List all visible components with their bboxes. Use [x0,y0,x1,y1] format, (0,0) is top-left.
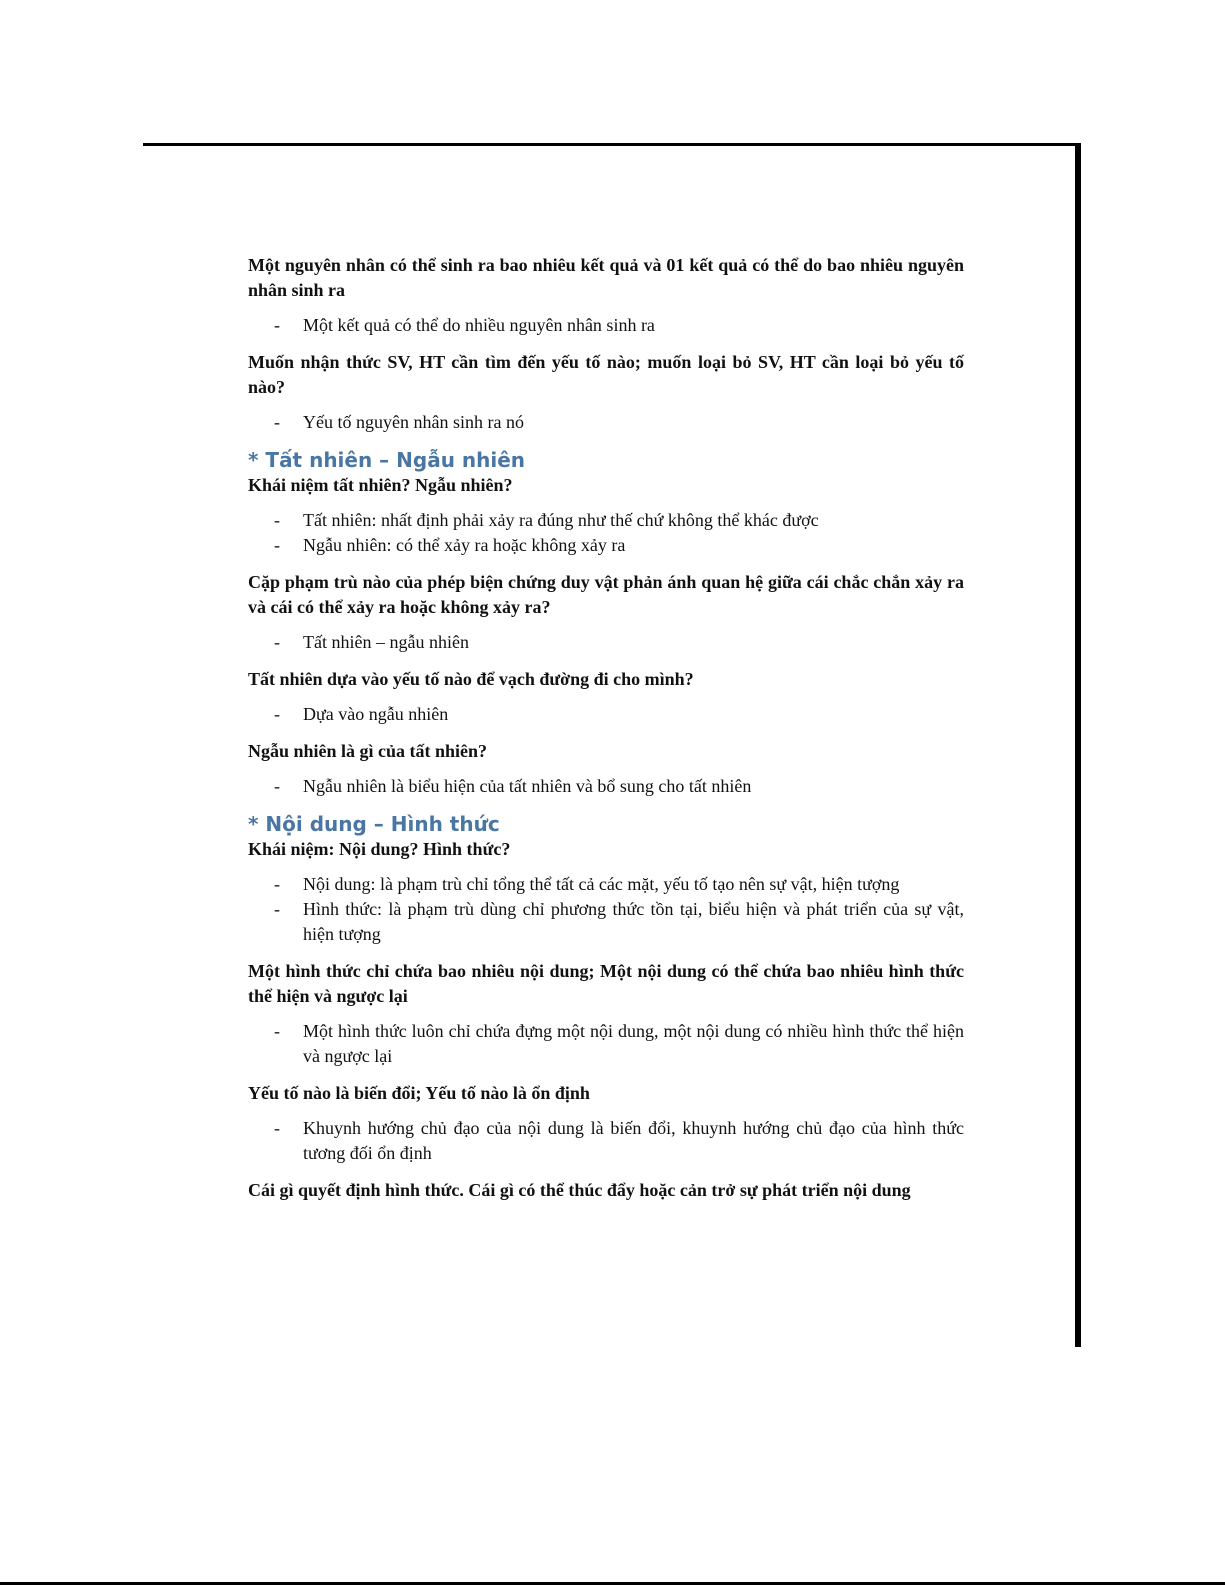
answer-item [248,630,964,655]
answer-list [248,313,964,338]
question-text: Cặp phạm trù nào của phép biện chứng duy vật phản ánh quan hệ giữa cái chắc chắn xảy ra và cái có thể xảy ra hoặc không xảy ra? [248,572,964,617]
bullet-dash: - [274,1021,280,1041]
bullet-dash: - [274,899,280,919]
answer-text: Ngẫu nhiên là biểu hiện của tất nhiên và bổ sung cho tất nhiên [303,776,752,796]
question-text: Yếu tố nào là biến đổi; Yếu tố nào là ổn định [248,1083,590,1103]
bullet-dash: - [274,632,280,652]
answer-text: Tất nhiên: nhất định phải xảy ra đúng như thế chứ không thể khác được [303,510,819,530]
answer-item [248,702,964,727]
answer-text: Một kết quả có thể do nhiều nguyên nhân sinh ra [303,315,655,335]
answer-item [248,897,964,947]
answer-list [248,1116,964,1166]
bullet-dash: - [274,412,280,432]
answer-item [248,774,964,799]
answer-list [248,774,964,799]
question-text: Tất nhiên dựa vào yếu tố nào để vạch đường đi cho mình? [248,669,694,689]
bullet-dash: - [274,315,280,335]
answer-text: Nội dung: là phạm trù chỉ tổng thể tất cả các mặt, yếu tố tạo nên sự vật, hiện tượng [303,874,900,894]
answer-item [248,410,964,435]
answer-item [248,1116,964,1166]
section-heading: * Tất nhiên – Ngẫu nhiên [248,448,526,472]
answer-list [248,410,964,435]
question-text: Khái niệm: Nội dung? Hình thức? [248,839,511,859]
answer-text: Tất nhiên – ngẫu nhiên [303,632,469,652]
document-content [248,253,964,1213]
answer-list [248,872,964,947]
bullet-dash: - [274,1118,280,1138]
bullet-dash: - [274,704,280,724]
answer-text: Hình thức: là phạm trù dùng chỉ phương thức tồn tại, biểu hiện và phát triển của sự vật, hiện tượng [303,899,964,944]
answer-text: Một hình thức luôn chỉ chứa đựng một nội dung, một nội dung có nhiều hình thức thể hiện và ngược lại [303,1021,964,1066]
question-text: Khái niệm tất nhiên? Ngẫu nhiên? [248,475,513,495]
question-text: Một hình thức chỉ chứa bao nhiêu nội dung; Một nội dung có thể chứa bao nhiêu hình thức thể hiện và ngược lại [248,961,964,1006]
question-text: Muốn nhận thức SV, HT cần tìm đến yếu tố nào; muốn loại bỏ SV, HT cần loại bỏ yếu tố nào? [248,352,964,397]
answer-item [248,313,964,338]
question-text: Ngẫu nhiên là gì của tất nhiên? [248,741,488,761]
question-text: Một nguyên nhân có thể sinh ra bao nhiêu kết quả và 01 kết quả có thể do bao nhiêu nguyên nhân sinh ra [248,255,964,300]
answer-list [248,702,964,727]
answer-list [248,1019,964,1069]
bullet-dash: - [274,510,280,530]
bullet-dash: - [274,874,280,894]
answer-item [248,872,964,897]
bullet-dash: - [274,776,280,796]
bullet-dash: - [274,535,280,555]
answer-text: Yếu tố nguyên nhân sinh ra nó [303,412,524,432]
answer-item [248,1019,964,1069]
answer-text: Dựa vào ngẫu nhiên [303,704,449,724]
answer-item [248,533,964,558]
section-heading: * Nội dung – Hình thức [248,812,500,836]
answer-list [248,508,964,558]
answer-text: Khuynh hướng chủ đạo của nội dung là biến đổi, khuynh hướng chủ đạo của hình thức tương đối ổn định [303,1118,964,1163]
answer-text: Ngẫu nhiên: có thể xảy ra hoặc không xảy ra [303,535,626,555]
question-text: Cái gì quyết định hình thức. Cái gì có thể thúc đẩy hoặc cản trở sự phát triển nội dung [248,1180,911,1200]
answer-list [248,630,964,655]
answer-item [248,508,964,533]
